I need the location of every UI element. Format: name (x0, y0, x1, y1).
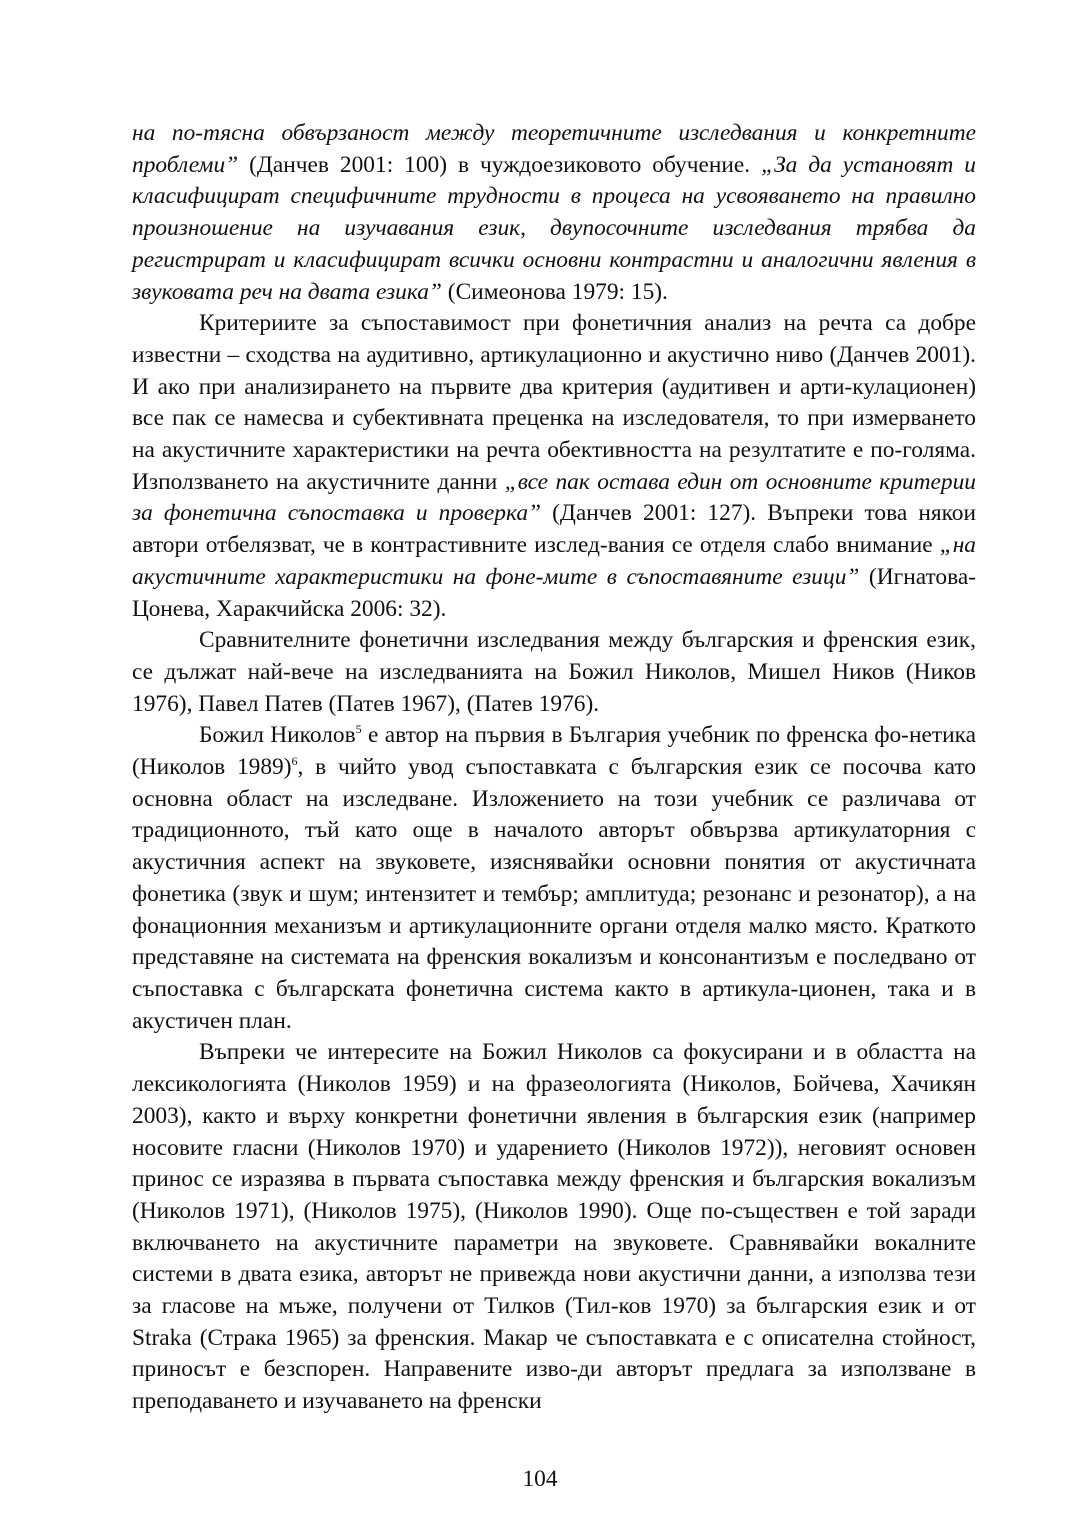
italic-quote: на по-тясна обвързаност между теоретичните изследвания и конкретните проблеми” (132, 120, 976, 178)
page-number: 104 (522, 1466, 558, 1492)
paragraph-4 (132, 720, 976, 1037)
paragraph-3 (132, 625, 976, 720)
text-span: Въпреки че интересите на Божил Николов са фокусирани и в областта на лексикологията (Николов 1959) и на фразеологията (Николов, Бойчева, Хачикян 2003), както и върху конкретни фонетични явления в българския език (например носовите гласни (Николов 1970) и ударението (Николов 1972)), неговият основен принос се изразява в първата съпоставка между френския и българския вокализъм (Николов 1971), (Николов 1975), (Николов 1990). Още по-съществен е той заради включването на акустичните параметри на звуковете. Сравнявайки вокалните системи в двата езика, авторът не привежда нови акустични данни, а използва тези за гласове на мъже, получени от Тилков (Тил-ков 1970) за българския език и от Straka (Страка 1965) за френския. Макар че съпоставката е с описателна стойност, приносът е безспорен. Направените изво-ди авторът предлага за използване в преподаването и изучаването на френски (132, 1039, 976, 1415)
text-span: Критериите за съпоставимост при фонетичния анализ на речта са добре известни – сходства на аудитивно, артикулационно и акустично ниво (Данчев 2001). И ако при анализирането на първите два критерия (аудитивен и арти-кулационен) все пак се намесва и субективната преценка на изследователя, то при измерването на акустичните характеристики на речта обективността на резултатите е по-голяма. Използването на акустичните данни (132, 310, 976, 495)
text-span: (Симеонова 1979: 15). (441, 278, 668, 305)
text-span: Божил Николов (199, 722, 356, 749)
text-span: (Данчев 2001: 127). Въпреки това някои автори отбелязват, че в контрастивните изслед-вания се отделя слабо внимание (132, 500, 976, 559)
text-span: (Игнатова-Цонева, Харакчийска 2006: 32). (132, 563, 976, 622)
text-span: е автор на първия в България учебник по френска фо-нетика (Николов 1989) (132, 722, 976, 781)
text-span: Сравнителните фонетични изследвания между българския и френския език, се дължат най-вече на изследванията на Божил Николов, Мишел Ников (Ников 1976), Павел Патев (Патев 1967), (Патев 1976). (132, 627, 976, 717)
footnote-marker: 5 (355, 722, 362, 737)
paragraph-5 (132, 1037, 976, 1417)
italic-quote: „За да установят и класифицират специфичните трудности в процеса на усвояването на правилно произношение на изучавания език, двупосочните изследвания трябва да регистрират и класифицират всички основни контрастни и аналогични явления в звуковата реч на двата езика” (132, 151, 976, 305)
paragraph-2 (132, 308, 976, 625)
paragraph-1 (132, 118, 976, 308)
italic-quote: „все пак остава един от основните критерии за фонетична съпоставка и проверка” (132, 468, 976, 527)
text-span: , в чийто увод съпоставката с българския език се посочва като основна област на изследване. Изложението на този учебник се различава от традиционното, тъй като още в началото авторът обвързва артикулаторния с акустичния аспект на звуковете, изяснявайки основни понятия от акустичната фонетика (звук и шум; интензитет и тембър; амплитуда; резонанс и резонатор), а на фонационния механизъм и артикулационните органи отделя малко място. Краткото представяне на системата на френския вокализъм и консонантизъм е последвано от съпоставка с българската фонетична система както в артикула-ционен, така и в акустичен план. (132, 754, 976, 1034)
text-span: (Данчев 2001: 100) в чуждоезиковото обучение. (238, 151, 762, 178)
italic-quote: „на акустичните характеристики на фоне-мите в съпоставяните езици” (132, 532, 976, 590)
footnote-marker: 6 (291, 754, 298, 769)
page-body (132, 118, 976, 1418)
